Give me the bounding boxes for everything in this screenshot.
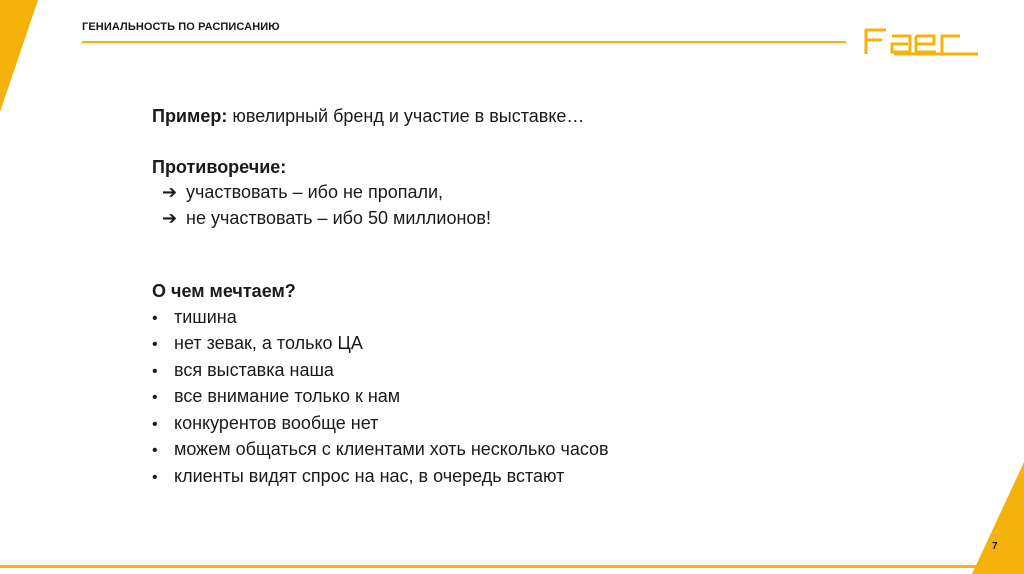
dream-item (152, 331, 872, 358)
contradiction-item (152, 180, 872, 206)
dream-heading: О чем мечтаем? (152, 281, 296, 301)
bullet-icon: • (152, 442, 158, 459)
dream-item-text: клиенты видят спрос на нас, в очередь встают (174, 465, 565, 486)
contradiction-item-text: не участвовать – ибо 50 миллионов! (186, 207, 491, 228)
dream-item-text: конкурентов вообще нет (174, 412, 379, 433)
dream-item (152, 411, 872, 438)
dream-item-text: вся выставка наша (174, 359, 334, 380)
contradiction-heading: Противоречие: (152, 156, 287, 177)
bullet-icon: • (152, 415, 158, 433)
dream-item-text: тишина (174, 306, 237, 327)
page-header-title: ГЕНИАЛЬНОСТЬ ПО РАСПИСАНИЮ (82, 21, 280, 33)
dream-item (152, 358, 872, 385)
dream-item (152, 464, 872, 491)
slide-content (152, 104, 872, 490)
bullet-icon: • (152, 468, 158, 486)
contradiction-item (152, 206, 872, 232)
dream-item (152, 305, 872, 332)
footer-divider (0, 565, 1024, 568)
faer-logo (864, 26, 980, 56)
header-divider (82, 41, 846, 43)
dream-item-text: все внимание только к нам (174, 386, 401, 406)
bullet-icon: • (152, 336, 158, 353)
arrow-icon: ➔ (162, 182, 178, 202)
dream-item (152, 384, 872, 411)
dream-item (152, 437, 872, 464)
arrow-icon: ➔ (162, 207, 178, 228)
page-number: 7 (992, 541, 998, 552)
bullet-icon: • (152, 309, 158, 327)
top-left-corner-decoration (0, 0, 40, 120)
example-line (152, 104, 872, 130)
example-label: Пример: (152, 106, 228, 126)
contradiction-item-text: участвовать – ибо не пропали, (186, 182, 444, 202)
dream-item-text: можем общаться с клиентами хоть несколько часов (174, 439, 609, 459)
bottom-right-corner-decoration (944, 462, 1024, 574)
dream-item-text: нет зевак, а только ЦА (174, 333, 363, 353)
bullet-icon: • (152, 389, 158, 406)
example-text: ювелирный бренд и участие в выставке… (227, 106, 585, 126)
bullet-icon: • (152, 362, 158, 380)
